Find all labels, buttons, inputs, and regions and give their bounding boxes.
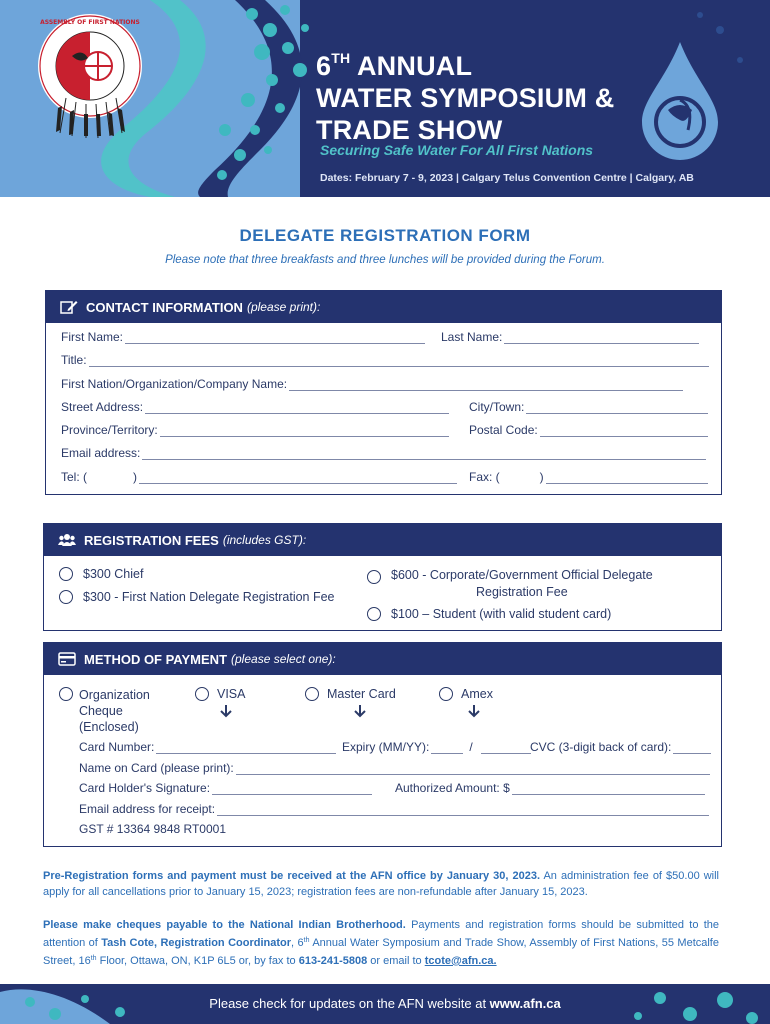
- organization-field[interactable]: First Nation/Organization/Company Name:: [61, 377, 683, 391]
- users-icon: [58, 533, 76, 547]
- corporate-radio[interactable]: [367, 570, 381, 584]
- contact-section-header: [46, 291, 721, 323]
- afn-logo: [28, 8, 146, 138]
- delegate-radio[interactable]: [59, 590, 73, 604]
- payment-option-mastercard[interactable]: Master Card: [305, 687, 396, 701]
- footer-banner: [0, 984, 770, 1024]
- credit-card-icon: [58, 652, 76, 666]
- visa-radio[interactable]: [195, 687, 209, 701]
- fee-option-chief[interactable]: $300 Chief: [59, 567, 143, 581]
- student-radio[interactable]: [367, 607, 381, 621]
- cvc-field[interactable]: CVC (3-digit back of card):: [530, 740, 711, 754]
- website-link[interactable]: www.afn.ca: [489, 996, 561, 1011]
- form-note: Please note that three breakfasts and three lunches will be provided during the Forum.: [165, 254, 605, 266]
- header-banner: [0, 0, 770, 197]
- payment-section-header: [44, 643, 721, 675]
- fee-option-corporate[interactable]: $600 - Corporate/Government Official Delegate Registration Fee: [367, 567, 653, 601]
- title-field[interactable]: Title:: [61, 353, 709, 367]
- form-title: DELEGATE REGISTRATION FORM: [239, 226, 531, 245]
- gst-number: GST # 13364 9848 RT0001: [79, 822, 226, 836]
- event-title: 6TH ANNUAL WATER SYMPOSIUM & TRADE SHOW: [316, 50, 615, 145]
- arrow-down-icon: [468, 705, 480, 719]
- arrow-down-icon: [220, 705, 232, 719]
- email-field[interactable]: Email address:: [61, 446, 706, 460]
- edit-icon: [60, 300, 78, 314]
- payment-heading: METHOD OF PAYMENT: [84, 651, 228, 667]
- tel-field[interactable]: Tel: ( ): [61, 470, 457, 484]
- footer-text: Please check for updates on the AFN website at www.afn.ca: [209, 996, 561, 1011]
- fees-heading-note: (includes GST):: [222, 533, 307, 547]
- svg-text:ASSEMBLY OF FIRST NATIONS: ASSEMBLY OF FIRST NATIONS: [40, 19, 140, 26]
- fee-option-student[interactable]: $100 – Student (with valid student card): [367, 607, 611, 621]
- email-link[interactable]: tcote@afn.ca.: [424, 955, 497, 967]
- mastercard-radio[interactable]: [305, 687, 319, 701]
- event-dates: Dates: February 7 - 9, 2023 | Calgary Telus Convention Centre | Calgary, AB: [320, 172, 694, 184]
- water-drop-icon: [640, 40, 720, 160]
- last-name-field[interactable]: Last Name:: [441, 330, 699, 344]
- contact-section: [45, 290, 722, 495]
- fax-field[interactable]: Fax: ( ): [469, 470, 708, 484]
- chief-radio[interactable]: [59, 567, 73, 581]
- card-number-field[interactable]: Card Number:: [79, 740, 336, 754]
- contact-heading-note: (please print):: [246, 300, 321, 314]
- fees-heading: REGISTRATION FEES: [84, 532, 219, 548]
- payment-instructions-paragraph: Please make cheques payable to the National Indian Brotherhood. Payments and registration forms should be submitted to the attention of Tash Cote, Registration Coordinator, 6th Annual Water Symposium and Trade Show, Assembly of First Nations, 55 Metcalfe Street, 16th Floor, Ottawa, ON, K1P 6L5 or, by fax to 613-241-5808 or email to tcote@afn.ca.: [43, 919, 719, 967]
- event-subtitle: Securing Safe Water For All First Nations: [320, 142, 594, 158]
- authorized-amount-field[interactable]: Authorized Amount: $: [395, 781, 705, 795]
- first-name-field[interactable]: First Name:: [61, 330, 425, 344]
- deadline-paragraph: Pre-Registration forms and payment must be received at the AFN office by January 30, 2023. An administration fee of $50.00 will apply for all cancellations prior to January 15, 2023; registration fees are non-refundable after January 15, 2023.: [43, 870, 720, 898]
- contact-heading: CONTACT INFORMATION: [86, 299, 243, 315]
- province-field[interactable]: Province/Territory:: [61, 423, 449, 437]
- fax-number: 613-241-5808: [298, 955, 368, 967]
- city-field[interactable]: City/Town:: [469, 400, 708, 414]
- street-address-field[interactable]: Street Address:: [61, 400, 449, 414]
- payment-option-amex[interactable]: Amex: [439, 687, 493, 701]
- receipt-email-field[interactable]: Email address for receipt:: [79, 802, 709, 816]
- postal-code-field[interactable]: Postal Code:: [469, 423, 708, 437]
- cheque-radio[interactable]: [59, 687, 73, 701]
- payment-option-visa[interactable]: VISA: [195, 687, 246, 701]
- signature-field[interactable]: Card Holder's Signature:: [79, 781, 372, 795]
- fee-option-delegate[interactable]: $300 - First Nation Delegate Registration Fee: [59, 590, 335, 604]
- name-on-card-field[interactable]: Name on Card (please print):: [79, 761, 710, 775]
- fees-section-header: [44, 524, 721, 556]
- expiry-field[interactable]: Expiry (MM/YY): /: [342, 740, 531, 754]
- payment-option-cheque[interactable]: Organization Cheque (Enclosed): [59, 687, 150, 735]
- payment-heading-note: (please select one):: [231, 652, 336, 666]
- arrow-down-icon: [354, 705, 366, 719]
- amex-radio[interactable]: [439, 687, 453, 701]
